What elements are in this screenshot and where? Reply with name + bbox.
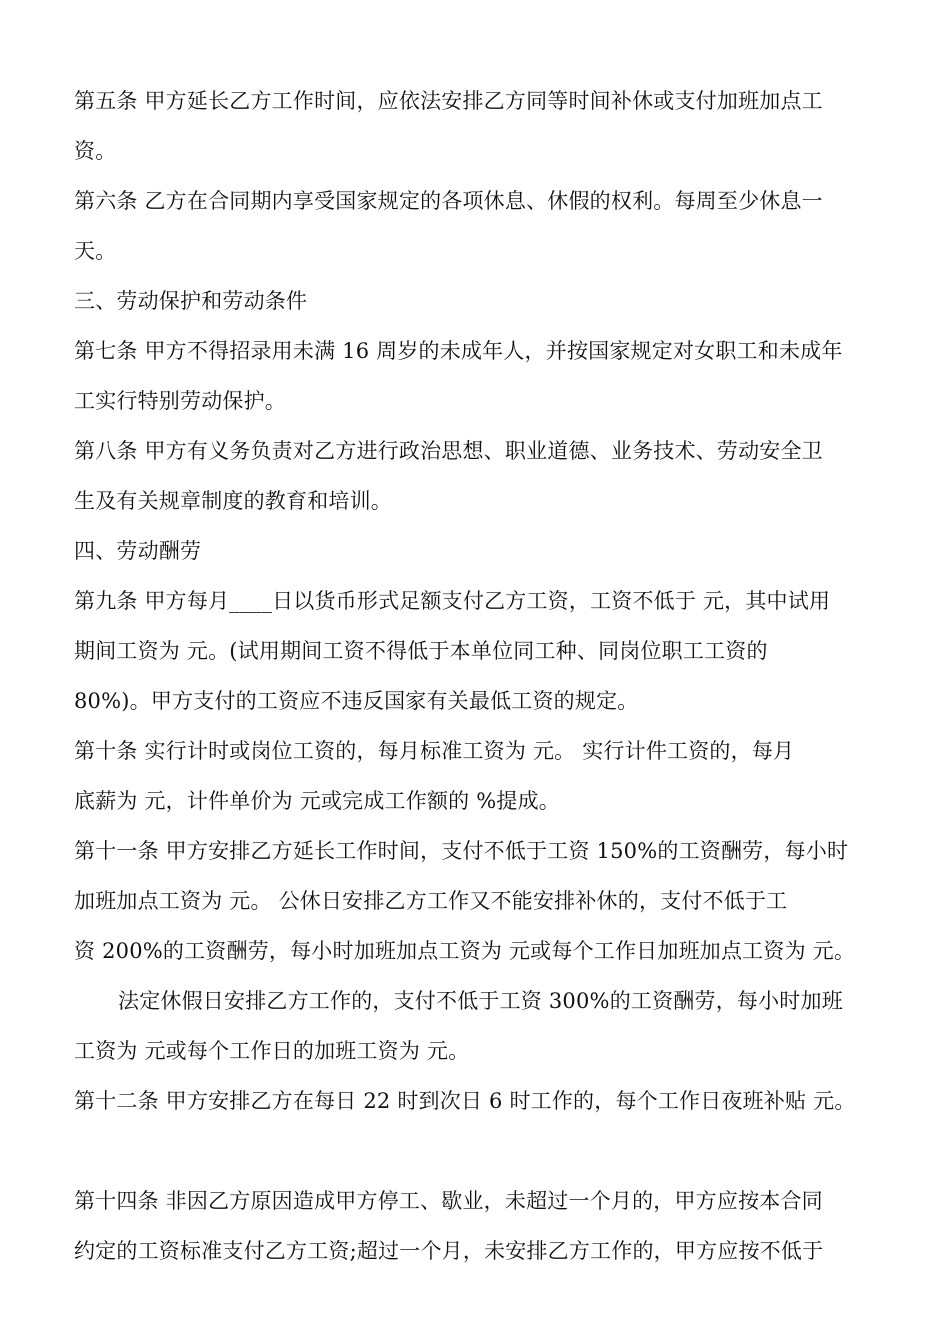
section-heading: 四、劳动酬劳 [74,539,202,563]
text-line: 80%)。甲方支付的工资应不违反国家有关最低工资的规定。 [74,689,639,713]
text-line: 工资为 元或每个工作日的加班工资为 元。 [74,1039,470,1063]
text-line: 第十条 实行计时或岗位工资的，每月标准工资为 元。 实行计件工资的，每月 [74,739,795,763]
text-line: 第九条 甲方每月____日以货币形式足额支付乙方工资，工资不低于 元，其中试用 [74,589,831,613]
text-line: 资 200%的工资酬劳，每小时加班加点工资为 元或每个工作日加班加点工资为 元。 [74,939,856,963]
text-line: 加班加点工资为 元。 公休日安排乙方工作又不能安排补休的，支付不低于工 [74,889,788,913]
text-line: 第十二条 甲方安排乙方在每日 22 时到次日 6 时工作的，每个工作日夜班补贴 元。 [74,1089,856,1113]
text-line: 生及有关规章制度的教育和培训。 [74,489,392,513]
text-line: 第八条 甲方有义务负责对乙方进行政治思想、职业道德、业务技术、劳动安全卫 [74,439,823,463]
text-line: 期间工资为 元。(试用期间工资不得低于本单位同工种、同岗位职工工资的 [74,639,768,663]
text-line: 第五条 甲方延长乙方工作时间，应依法安排乙方同等时间补休或支付加班加点工 [74,89,823,113]
text-line: 第七条 甲方不得招录用未满 16 周岁的未成年人，并按国家规定对女职工和未成年 [74,339,843,363]
section-heading: 三、劳动保护和劳动条件 [74,289,308,313]
text-line: 约定的工资标准支付乙方工资;超过一个月，未安排乙方工作的，甲方应按不低于 [74,1239,824,1263]
text-line: 法定休假日安排乙方工作的，支付不低于工资 300%的工资酬劳，每小时加班 [118,989,843,1013]
text-line: 资。 [74,139,117,163]
text-line: 天。 [74,239,117,263]
text-line: 第六条 乙方在合同期内享受国家规定的各项休息、休假的权利。每周至少休息一 [74,189,823,213]
text-line: 底薪为 元，计件单价为 元或完成工作额的 %提成。 [74,789,560,813]
text-line: 第十一条 甲方安排乙方延长工作时间，支付不低于工资 150%的工资酬劳，每小时 [74,839,849,863]
text-line: 工实行特别劳动保护。 [74,389,286,413]
text-line: 第十四条 非因乙方原因造成甲方停工、歇业，未超过一个月的，甲方应按本合同 [74,1189,823,1213]
